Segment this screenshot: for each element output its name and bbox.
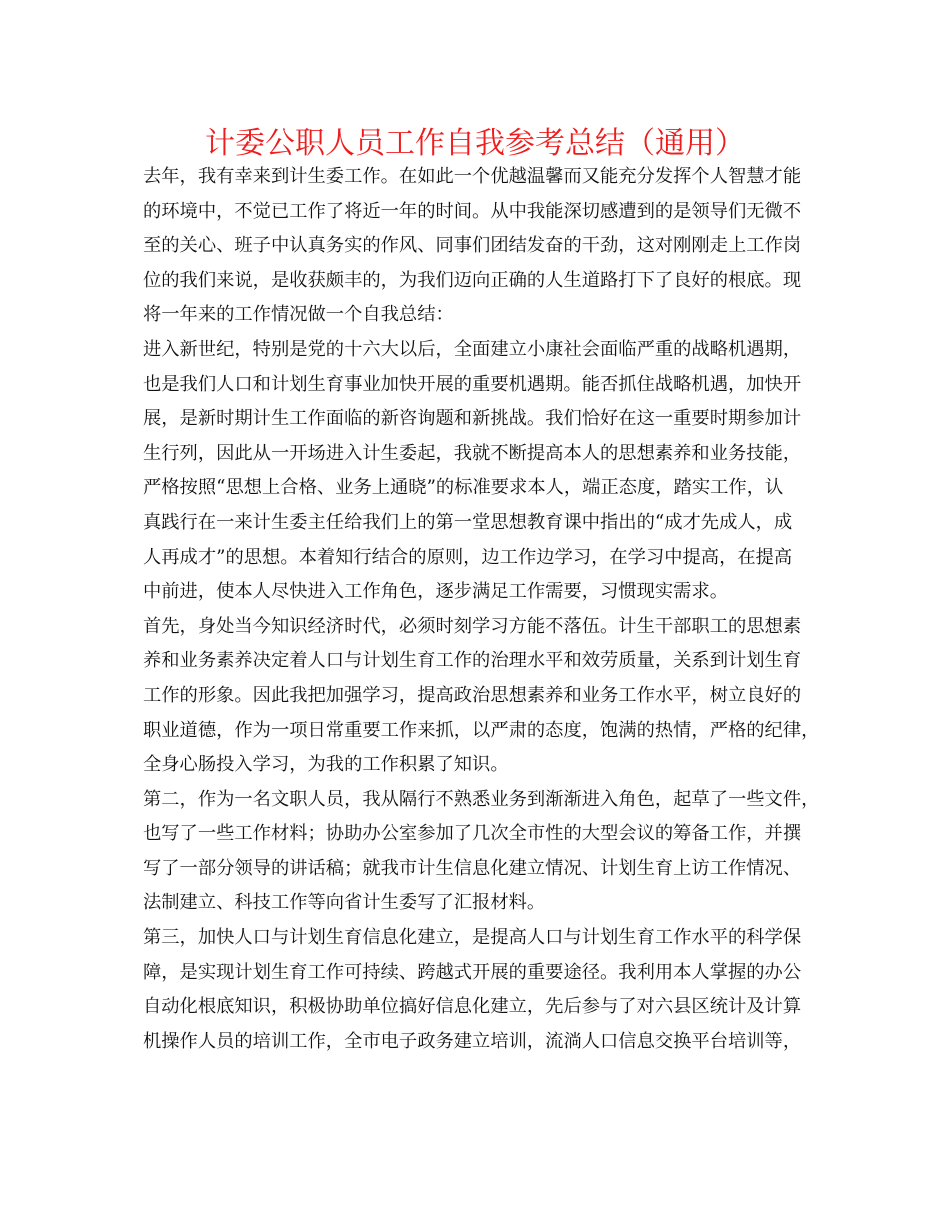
paragraph-second: 第二，作为一名文职人员，我从隔行不熟悉业务到渐渐进入角色，起草了一些文件， 也写了一些工作材料；协助办公室参加了几次全市性的大型会议的筹备工作，并撰 写了一部分领导的讲话稿；就我市计生信息化建立情况、计划生育上访工作情况、 法制建立、科技工作等向省计生委写了汇报材料。 (143, 788, 820, 914)
paragraph-new-century: 进入新世纪，特别是党的十六大以后，全面建立小康社会面临严重的战略机遇期， 也是我们人口和计划生育事业加快开展的重要机遇期。能否抓住战略机遇，加快开 展，是新时期计生工作面临的新咨询题和新挑战。我们恰好在这一重要时期参加计 生行列，因此从一开场进入计生委起，我就不断提高本人的思想素养和业务技能， 严格按照“思想上合格、业务上通晓”的标准要求本人，端正态度，踏实工作，认 真践行在一来计生委主任给我们上的第一堂思想教育课中指出的“成才先成人，成 人再成才”的思想。本着知行结合的原则，边工作边学习，在学习中提高，在提高 中前进，使本人尽快进入工作角色，逐步满足工作需要，习惯现实需求。 (143, 338, 802, 603)
paragraph-third: 第三，加快人口与计划生育信息化建立，是提高人口与计划生育工作水平的科学保 障，是实现计划生育工作可持续、跨越式开展的重要途径。我利用本人掌握的办公 自动化根底知识，积极协助单位搞好信息化建立，先后参与了对六县区统计及计算 机操作人员的培训工作，全市电子政务建立培训，流淌人口信息交换平台培训等， (143, 927, 802, 1052)
paragraph-intro: 去年，我有幸来到计生委工作。在如此一个优越温馨而又能充分发挥个人智慧才能 的环境中，不觉已工作了将近一年的时间。从中我能深切感遭到的是领导们无微不 至的关心、班子中认真务实的作风、同事们团结发奋的干劲，这对刚刚走上工作岗 位的我们来说，是收获颇丰的，为我们迈向正确的人生道路打下了良好的根底。现 将一年来的工作情况做一个自我总结： (143, 166, 802, 326)
paragraph-first: 首先，身处当今知识经济时代，必须时刻学习方能不落伍。计生干部职工的思想素 养和业务素养决定着人口与计划生育工作的治理水平和效劳质量，关系到计划生育 工作的形象。因此我把加强学习，提高政治思想素养和业务工作水平，树立良好的 职业道德，作为一项日常重要工作来抓，以严肃的态度，饱满的热情，严格的纪律， 全身心肠投入学习，为我的工作积累了知识。 (143, 615, 820, 776)
document-body (143, 160, 833, 1059)
document-title: 计委公职人员工作自我参考总结（通用） (205, 126, 745, 161)
